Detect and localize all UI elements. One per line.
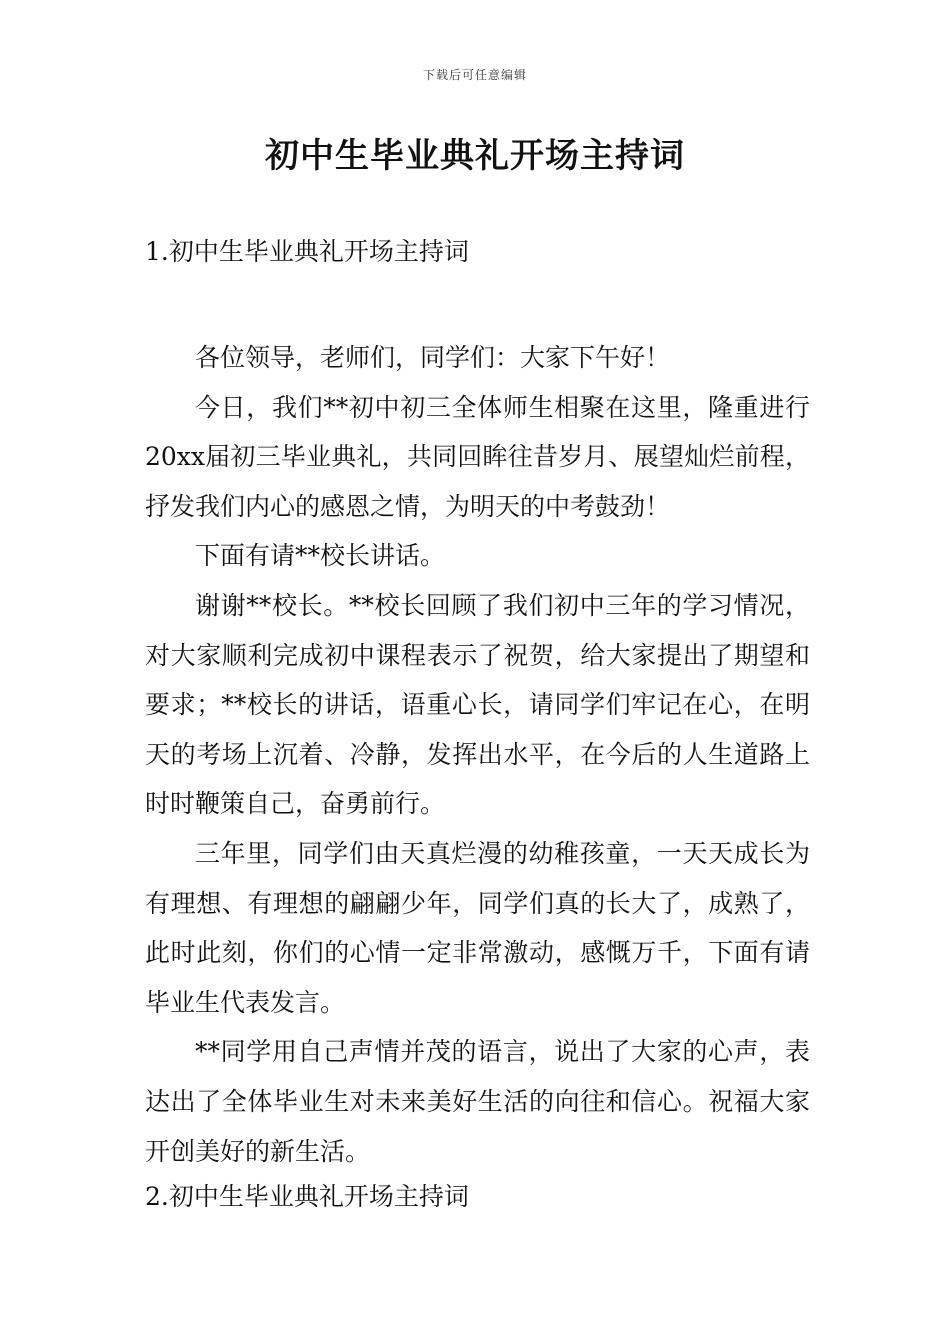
paragraph-closing-blessing: **同学用自己声情并茂的语言，说出了大家的心声，表达出了全体毕业生对未来美好生活的向往和信心。祝福大家开创美好的新生活。 (145, 1037, 810, 1166)
section-heading-2: 2.初中生毕业典礼开场主持词 (145, 1182, 469, 1211)
paragraph-invite-principal: 下面有请**校长讲话。 (195, 541, 446, 571)
paragraph-thanks-principal: 谢谢**校长。**校长回顾了我们初中三年的学习情况，对大家顺利完成初中课程表示了祝贺，给大家提出了期望和要求；**校长的讲话，语重心长，请同学们牢记在心，在明天的考场上沉着、冷静，发挥出水平，在今后的人生道路上时时鞭策自己，奋勇前行。 (145, 590, 810, 819)
header-note: 下载后可任意编辑 (422, 68, 527, 82)
paragraph-invite-representative: 三年里，同学们由天真烂漫的幼稚孩童，一天天成长为有理想、有理想的翩翩少年，同学们真的长大了，成熟了，此时此刻，你们的心情一定非常激动，感慨万千，下面有请毕业生代表发言。 (145, 838, 810, 1017)
section-heading-1: 1.初中生毕业典礼开场主持词 (145, 237, 469, 266)
section-body-1 (145, 333, 810, 1176)
document-title: 初中生毕业典礼开场主持词 (265, 136, 685, 176)
paragraph-greeting: 各位领导，老师们，同学们：大家下午好！ (195, 343, 671, 372)
paragraph-opening: 今日，我们**初中初三全体师生相聚在这里，隆重进行20xx届初三毕业典礼，共同回眸往昔岁月、展望灿烂前程，抒发我们内心的感恩之情，为明天的中考鼓劲！ (145, 392, 810, 521)
